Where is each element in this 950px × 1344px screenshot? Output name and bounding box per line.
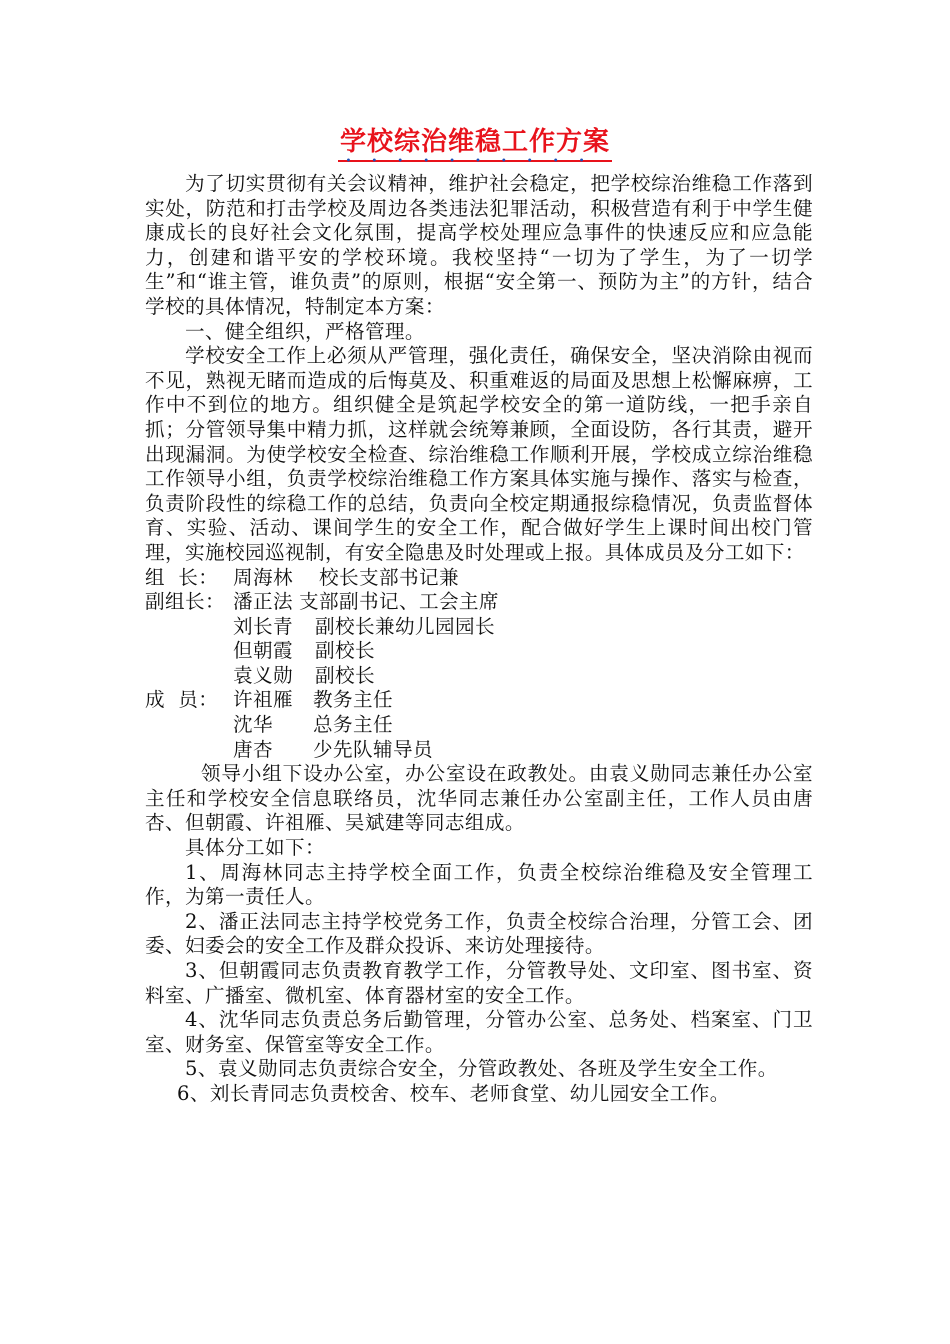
member-first-name: 许祖雁	[233, 688, 293, 712]
duty-item: 4、沈华同志负责总务后勤管理，分管办公室、总务处、档案室、门卫室、财务室、保管室等安全工作。	[145, 1008, 813, 1056]
duty-item: 1、周海林同志主持学校全面工作，负责全校综治维稳及安全管理工作，为第一责任人。	[145, 860, 813, 909]
section1-paragraph: 学校安全工作上必须从严管理，强化责任，确保安全，坚决消除由视而不见，熟视无睹而造成的后悔莫及、积重难返的局面及思想上松懈麻痹，工作中不到位的地方。组织健全是筑起学校安全的第一道防线，一把手亲自抓；分管领导集中精力抓，这样就会统筹兼顾，全面设防，各行其责，避开出现漏洞。为使学校安全检查、综治维稳工作顺利开展，学校成立综治维稳工作领导小组，负责学校综治维稳工作方案具体实施与操作、落实与检查，负责阶段性的综稳工作的总结，负责向全校定期通报综稳情况，负责监督体育、实验、活动、课间学生的安全工作，配合做好学生上课时间出校门管理，实施校园巡视制，有安全隐患及时处理或上报。具体成员及分工如下：	[145, 344, 813, 564]
deputy-name: 袁义勋	[233, 663, 293, 687]
member-role: 少先队辅导员	[313, 737, 433, 761]
section1-heading: 一、健全组织，严格管理。	[185, 319, 425, 343]
deputy-name: 刘长青	[233, 614, 293, 638]
deputy-role: 副校长	[315, 639, 375, 663]
member-row	[145, 688, 813, 713]
deputy-row	[145, 615, 813, 640]
leader-role: 校长支部书记兼	[319, 565, 459, 589]
deputy-label: 副组长：	[145, 590, 225, 614]
deputy-role: 副校长兼幼儿园园长	[315, 614, 495, 638]
leader-row	[145, 566, 813, 591]
member-role: 总务主任	[313, 713, 393, 737]
office-paragraph: 领导小组下设办公室，办公室设在政教处。由袁义勋同志兼任办公室主任和学校安全信息联络员，沈华同志兼任办公室副主任，工作人员由唐杏、但朝霞、许祖雁、吴斌建等同志组成。	[145, 762, 813, 835]
deputy-row	[145, 590, 813, 615]
member-first-role: 教务主任	[313, 688, 393, 712]
member-row	[145, 713, 813, 738]
intro-paragraph: 为了切实贯彻有关会议精神，维护社会稳定，把学校综治维稳工作落到实处，防范和打击学校及周边各类违法犯罪活动，积极营造有利于中学生健康成长的良好社会文化氛围，提高学校处理应急事件的快速反应和应急能力，创建和谐平安的学校环境。我校坚持“一切为了学生，为了一切学生”和“谁主管，谁负责”的原则，根据“安全第一、预防为主”的方针，结合学校的具体情况，特制定本方案：	[145, 172, 813, 318]
deputy-name: 但朝霞	[233, 639, 293, 663]
deputy-row	[145, 664, 813, 689]
deputy-first-name: 潘正法	[233, 590, 293, 614]
deputy-role: 副校长	[315, 663, 375, 687]
deputy-first-role: 支部副书记、工会主席	[298, 590, 499, 614]
leader-name: 周海林	[233, 565, 293, 589]
member-label: 成 员：	[145, 688, 219, 712]
member-name: 沈华	[233, 713, 273, 737]
deputy-row	[145, 639, 813, 664]
member-name: 唐杏	[233, 737, 273, 761]
title-emphasis-dots: ••••••••••	[345, 156, 605, 167]
duty-item-6: 6、刘长青同志负责校舍、校车、老师食堂、幼儿园安全工作。	[177, 1081, 730, 1105]
duty-item: 2、潘正法同志主持学校党务工作，负责全校综合治理，分管工会、团委、妇委会的安全工作及群众投诉、来访处理接待。	[145, 909, 813, 958]
leader-label: 组 长：	[145, 565, 219, 589]
document-title-text: 学校综治维稳工作方案	[338, 124, 612, 162]
division-heading: 具体分工如下：	[185, 836, 325, 860]
duty-item: 5、袁义勋同志负责综合安全，分管政教处、各班及学生安全工作。	[185, 1057, 778, 1081]
duty-item: 3、但朝霞同志负责教育教学工作，分管教导处、文印室、图书室、资料室、广播室、微机室、体育器材室的安全工作。	[145, 959, 813, 1007]
document-body	[145, 172, 813, 1107]
member-row	[145, 738, 813, 763]
